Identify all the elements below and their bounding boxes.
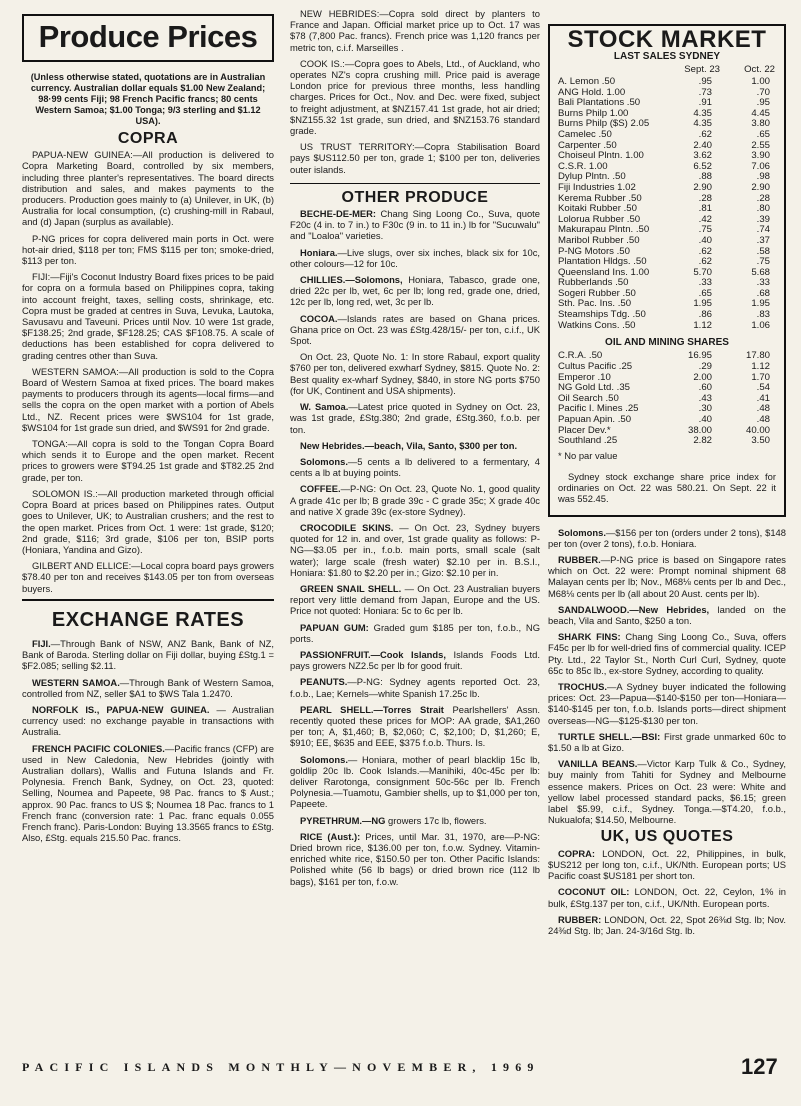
table-row <box>558 98 776 109</box>
table-row <box>558 130 776 141</box>
produce-item: PYRETHRUM.—NG growers 17c lb, flowers. <box>300 814 487 826</box>
produce-item: Solomons.—5 cents a lb delivered to a fermentary, 4 cents a lb at buying points. <box>290 455 540 479</box>
item-lead: PEARL SHELL.—Torres Strait <box>300 703 444 715</box>
item-lead: Honiara. <box>300 246 338 258</box>
oct-price: 7.06 <box>751 160 770 172</box>
stock-name: Rubberlands .50 <box>558 278 629 289</box>
oct-price: 1.06 <box>751 319 770 331</box>
sept-price: 3.62 <box>693 150 712 162</box>
stock-name: Bali Plantations .50 <box>558 98 641 109</box>
oct-price: 1.12 <box>751 361 770 373</box>
table-row <box>558 204 776 215</box>
copra-continued <box>290 8 540 175</box>
stock-name: Lolorua Rubber .50 <box>558 214 641 225</box>
table-row <box>558 394 776 405</box>
item-lead: FRENCH PACIFIC COLONIES. <box>32 742 165 754</box>
oct-price: .48 <box>756 414 770 426</box>
oct-price: .80 <box>756 203 770 215</box>
oct-price: 5.68 <box>751 266 770 278</box>
oct-price: .41 <box>756 392 770 404</box>
item-lead: CHILLIES.—Solomons, <box>300 274 403 286</box>
oct-price: 4.45 <box>751 107 770 119</box>
stock-name: Burns Philp 1.00 <box>558 108 629 119</box>
stock-name: Sth. Pac. Ins. .50 <box>558 299 632 310</box>
oct-price: 3.50 <box>751 435 770 447</box>
quote-item: RUBBER: LONDON, Oct. 22, Spot 26⅜d Stg. lb; Nov. 24⅜d Stg. lb; Jan. 24-3/16d Stg. lb. <box>548 913 786 936</box>
item-lead: RUBBER. <box>558 554 601 566</box>
table-row <box>558 268 776 279</box>
produce-item: Solomons.—$156 per ton (orders under 2 tons), $148 per ton (over 2 tons), f.o.b. Honiara. <box>548 526 786 549</box>
produce-item: On Oct. 23, Quote No. 1: In store Rabaul, export quality $760 per ton, delivered exwharf Sydney, $815. Quote No. 2: Best quality ex-wharf Sydney, $840, in store NG ports $750 (for UK, Continent and USA shipments). <box>290 351 540 396</box>
oct-price: .65 <box>756 128 770 140</box>
oct-price: .39 <box>756 213 770 225</box>
sept-price: .86 <box>698 309 712 321</box>
stock-name: Watkins Cons. .50 <box>558 320 636 331</box>
table-row <box>558 236 776 247</box>
stock-name: Papuan Apin. .50 <box>558 415 632 426</box>
stock-market-box <box>548 24 786 517</box>
table-row <box>558 321 776 332</box>
oil-table <box>558 351 776 446</box>
exchange-rates-section <box>22 599 274 844</box>
sept-price: .40 <box>698 234 712 246</box>
item-lead: BECHE-DE-MER: <box>300 208 377 220</box>
item-lead: PEANUTS. <box>300 676 348 688</box>
stock-name: Steamships Tdg. .50 <box>558 310 646 321</box>
share-price-index: Sydney stock exchange share price index for ordinaries on Oct. 22 was 580.21. On Sept. 22 it was 552.45. <box>558 471 776 505</box>
stock-name: Kerema Rubber .50 <box>558 193 642 204</box>
oct-price: .58 <box>756 245 770 257</box>
table-row <box>558 289 776 300</box>
copra-paragraph: TONGA:—All copra is sold to the Tongan Copra Board which sends it to Europe and the open market. Recent prices to growers were $T94.25 1st grade and $T82.25 2nd grade, per ton. <box>22 438 274 483</box>
stock-name: P-NG Motors .50 <box>558 246 630 257</box>
sept-price: .75 <box>698 224 712 236</box>
table-row <box>558 194 776 205</box>
stock-market-subtitle: LAST SALES SYDNEY <box>613 51 721 63</box>
oct-price: 17.80 <box>745 350 770 362</box>
sept-price: 38.00 <box>687 424 712 436</box>
item-lead: COPRA: <box>558 847 595 859</box>
stock-name: NG Gold Ltd. .35 <box>558 383 630 394</box>
item-lead: TROCHUS. <box>558 681 607 693</box>
col-sept-header: Sept. 23 <box>684 64 720 76</box>
oct-price: .95 <box>756 97 770 109</box>
table-row <box>558 172 776 183</box>
sept-price: 4.35 <box>693 107 712 119</box>
oct-price: .75 <box>756 256 770 268</box>
copra-paragraph: GILBERT AND ELLICE:—Local copra board pays growers $78.40 per ton and receives $143.05 per ton from overseas buyers. <box>22 560 274 594</box>
item-lead: New Hebrides.—beach, Vila, Santo, $300 per ton. <box>300 439 518 451</box>
sept-price: .29 <box>698 361 712 373</box>
table-row <box>558 373 776 384</box>
produce-prices-title: Produce Prices <box>22 14 274 62</box>
sept-price: 2.40 <box>693 139 712 151</box>
item-lead: PYRETHRUM.—NG <box>300 814 386 826</box>
oct-price: .28 <box>756 192 770 204</box>
produce-item: PASSIONFRUIT.—Cook Islands, Islands Foods Ltd. pays growers NZ2.5c per lb for good fruit. <box>290 648 540 672</box>
item-lead: SHARK FINS: <box>558 631 621 643</box>
stock-name: A. Lemon .50 <box>558 77 616 87</box>
uk-us-quotes-section <box>548 848 786 936</box>
stock-market-title: STOCK MARKET <box>567 26 767 53</box>
table-row <box>558 310 776 321</box>
table-row <box>558 436 776 447</box>
sept-price: .65 <box>698 287 712 299</box>
stock-name: Oil Search .50 <box>558 393 619 404</box>
exchange-item: FRENCH PACIFIC COLONIES.—Pacific francs (CFP) are used in New Caledonia, New Hebrides (jointly with Australian dollars), Wallis and Futuna Islands and Fr. Polynesia. French Bank, Sydney, on Oct. 23, quoted: Selling, Noumea and Papeete, 98 Pac. francs to $ Aust.; approx. 90 Pac. francs to US $; Noumea 18 Pac. francs to 1 French franc (conversion rate: 1 Pac. franc equals 0.055 French franc). Paris-London: Buying 13.3565 francs to £Stg. Also, £Stg. equals 215.50 Pac. francs. <box>22 742 275 844</box>
other-produce-continued <box>548 527 786 826</box>
sept-price: .81 <box>698 203 712 215</box>
exchange-item: NORFOLK IS., PAPUA-NEW GUINEA. — Australian currency used: no exchange payable in transactions with Australia. <box>22 703 274 738</box>
produce-item: TROCHUS.—A Sydney buyer indicated the following prices: Oct. 23—Papua—$140-$150 per ton—Honiara—$140-$145 per ton, f.o.b. Islands ports—direct shipment overseas—NG—$125-$130 per ton. <box>548 681 786 726</box>
stock-name: Carpenter .50 <box>558 140 617 151</box>
copra-paragraph: COOK IS.:—Copra goes to Abels, Ltd., of Auckland, who operates NZ's copra crushing mill. Price paid is average London price for previous three months, less handling charges. Prices for Oct., Nov. and Dec. were fixed, subject to freight adjustment, at $NZ157.41 1st grade, hot air dried; $NZ155.32 1st grade, sun dried, and $NZ153.76 standard grade. <box>290 57 540 137</box>
stock-name: Pacific I. Mines .25 <box>558 404 639 415</box>
table-row <box>558 183 776 194</box>
item-lead: RUBBER: <box>558 913 602 925</box>
oct-price: .74 <box>756 224 770 236</box>
item-lead: SANDALWOOD.—New Hebrides, <box>558 603 710 615</box>
item-lead: CROCODILE SKINS. <box>300 521 394 533</box>
produce-item <box>290 440 540 451</box>
page-footer: PACIFIC ISLANDS MONTHLY—NOVEMBER, 1969 <box>22 1060 540 1074</box>
sept-price: 1.12 <box>693 319 712 331</box>
item-lead: COCONUT OIL: <box>558 886 630 898</box>
stock-name: Fiji Industries 1.02 <box>558 182 636 193</box>
section-divider <box>290 183 540 184</box>
oct-price: .83 <box>756 309 770 321</box>
exchange-items <box>22 638 274 843</box>
uk-us-quotes-heading: UK, US QUOTES <box>600 828 734 846</box>
produce-item: GREEN SNAIL SHELL. — On Oct. 23 Australian buyers report very little demand from Japan, Europe and the US. Price not quoted: Honiara: 5c to 6c per lb. <box>290 582 541 617</box>
stock-table <box>558 64 776 331</box>
sept-price: .40 <box>698 414 712 426</box>
oct-price: .48 <box>756 403 770 415</box>
produce-item: RICE (Aust.): Prices, until Mar. 31, 1970, are—P-NG: Dried brown rice, $136.00 per ton, f.o.w. Sydney. Vitamin-enriched white rice, $150.50 per ton. Other Pacific Islands: Polished white (56 lb bags) or dried brown rice (112 lb bags), $161 per ton, f.o.w. <box>290 830 541 887</box>
col-oct-header: Oct. 22 <box>744 64 775 76</box>
table-row <box>558 109 776 120</box>
sept-price: .43 <box>698 392 712 404</box>
table-row <box>558 141 776 152</box>
table-row <box>558 362 776 373</box>
table-row <box>558 77 776 88</box>
page-number: 127 <box>741 1054 778 1079</box>
sept-price: .42 <box>698 213 712 225</box>
table-row <box>558 225 776 236</box>
other-produce-heading: OTHER PRODUCE <box>341 188 489 206</box>
sept-price: .88 <box>698 171 712 183</box>
stock-name-header <box>558 64 664 77</box>
oct-price: 2.90 <box>751 181 770 193</box>
oct-price: .70 <box>756 86 770 98</box>
table-row <box>558 299 776 310</box>
item-lead: TURTLE SHELL.—BSI: <box>558 730 661 742</box>
sept-price: .62 <box>698 245 712 257</box>
sept-price: .60 <box>698 382 712 394</box>
table-row <box>558 247 776 258</box>
sept-price: .28 <box>698 192 712 204</box>
currency-note: (Unless otherwise stated, quotations are in Australian currency. Australian dollar equals $1.00 New Zealand; 98·99 cents Fiji; 98 French Pacific francs; 80 cents Western Samoa; $1.00 Tonga; 9/3 sterling and $1.12 USA). <box>30 72 266 126</box>
produce-item: COCOA.—Islands rates are based on Ghana prices. Ghana price on Oct. 23 was £Stg.428/15/- per ton, c.i.f., UK Spot. <box>290 312 540 347</box>
stock-name: Emperor .10 <box>558 372 611 383</box>
oct-price: .54 <box>756 382 770 394</box>
sept-price: 6.52 <box>693 160 712 172</box>
quote-item: COPRA: LONDON, Oct. 22, Philippines, in bulk, $US212 per long ton, c.i.f., UK/Nth. European ports; US Pacific coast $US181 per short ton. <box>548 847 786 882</box>
oct-price: 1.00 <box>751 76 770 87</box>
produce-item: SANDALWOOD.—New Hebrides, landed on the beach, Vila and Santo, $250 a ton. <box>548 603 786 627</box>
item-lead: COCOA. <box>300 312 338 324</box>
copra-paragraph: WESTERN SAMOA:—All production is sold to the Copra Board of Western Samoa at fixed prices. The board makes payments to producers through its agents—local firms—and sells the copra on the open market with a portion of Abels Ltd., NZ. Recent prices were $WS104 for 1st grade, $WS104 for 1st grade sun dried, and $WS91 for 2nd grade. <box>22 365 274 433</box>
produce-item: Solomons.— Honiara, mother of pearl blacklip 15c lb, goldlip 20c lb. Cook Islands.—Manihiki, 40c-45c per lb: deliver Rarotonga, consignment 50c-56c per lb. French Polynesia.—Tuamotu, Gambier shells, up to $1,000 per ton, Papeete. <box>290 753 540 810</box>
table-row <box>558 351 776 362</box>
produce-item: CROCODILE SKINS. — On Oct. 23, Sydney buyers quoted for 12 in. and over, 1st grade quality as follows: P-NG—$3.05 per in., f.o.b. main ports, small scale (salt water); large scale (fresh water) $2.10 per in. B.S.I., Honiara: $1.80 to $2.20 per in.; Gizo: $2.10 per in. <box>290 521 540 578</box>
stock-name: Cultus Pacific .25 <box>558 362 633 373</box>
stock-name: Koitaki Rubber .50 <box>558 204 637 215</box>
oct-price: .98 <box>756 171 770 183</box>
sept-price: .73 <box>698 86 712 98</box>
sept-price: 5.70 <box>693 266 712 278</box>
copra-paragraph: NEW HEBRIDES:—Copra sold direct by planters to France and Japan. Official market price up to Oct. 17 was $78 (7,800 Pac. francs). French price was 1,120 francs per metric ton, c.i.f. Marseilles . <box>290 8 540 53</box>
table-row <box>558 278 776 289</box>
item-lead: W. Samoa. <box>300 401 349 413</box>
copra-section <box>22 149 274 594</box>
stock-name: C.R.A. .50 <box>558 351 603 362</box>
other-produce-section <box>290 208 540 887</box>
stock-name: Sogeri Rubber .50 <box>558 288 636 299</box>
stock-name: Maribol Rubber .50 <box>558 235 640 246</box>
exchange-rates-heading: EXCHANGE RATES <box>51 608 245 631</box>
produce-item: COFFEE.—P-NG: On Oct. 23, Quote No. 1, good quality A grade 41c per lb; B grade 39c - C grade 35c; X grade 40c and native X grade 39c (ex-store Sydney). <box>290 483 540 517</box>
table-row <box>558 119 776 130</box>
table-row <box>558 215 776 226</box>
sept-price: .33 <box>698 277 712 289</box>
stock-name: Burns Philp ($S) 2.05 <box>558 119 650 130</box>
sept-price: 4.35 <box>693 118 712 130</box>
table-row <box>558 415 776 426</box>
produce-item: PEARL SHELL.—Torres Strait Pearlshellers' Assn. recently quoted these prices for MOP: AA grade, $A1,260 per ton; A, $1,460; B, $2,060; C, $2,100; D, $1,260; E, $910; EE, $635 and EEE, $375 f.o.b. Thurs. Is. <box>290 703 540 749</box>
sept-price: 2.82 <box>693 435 712 447</box>
copra-paragraph: SOLOMON IS.:—All production marketed through official Copra Board at prices based on Philippines rates. Output goes to Unilever, UK; to Australian crushers; and the rest to the open market. Prices from Oct. 1 were: 1st grade, $120; 2nd grade, $116; 3rd grade, $106 per ton, BSIP ports (Honiara, Yandina and Gizo). <box>22 487 274 555</box>
exchange-item: WESTERN SAMOA.—Through Bank of Western Samoa, controlled from NZ, seller $A1 to $WS Tala 1.2470. <box>22 676 274 699</box>
produce-item: Honiara.—Live slugs, over six inches, black six for 10c, other colours—12 for 10c. <box>290 246 540 269</box>
oct-price: 2.55 <box>751 139 770 151</box>
item-lead: Solomons. <box>558 526 606 538</box>
produce-item: VANILLA BEANS.—Victor Karp Tulk & Co., Sydney, buy mainly from Tahiti for Sydney and Melbourne essence makers. Prices on Oct. 23 were: White and yellow label processed standard packs, $6.15; green label $5.99, c.i.f., Sydney. Tonga.—$T4.20, f.o.b., Nukualofa; $14.50, Melbourne. <box>548 758 786 826</box>
column-left <box>22 8 274 848</box>
table-row <box>558 426 776 437</box>
quote-item: COCONUT OIL: LONDON, Oct. 22, Ceylon, 1% in bulk, £Stg.137 per ton, c.i.f., UK/Nth. European ports. <box>548 886 786 909</box>
table-row <box>558 162 776 173</box>
produce-item: BECHE-DE-MER: Chang Sing Loong Co., Suva, quote F20c (4 in. to 7 in.) to F30c (9 in. to 11 in.) lb for "Sucuwalu" and "Loaloa" varieties. <box>290 208 540 242</box>
oct-price: .33 <box>756 277 770 289</box>
oct-price: 40.00 <box>745 424 770 436</box>
copra-heading: COPRA <box>117 130 179 147</box>
column-right <box>548 8 786 941</box>
copra-paragraph: FIJI:—Fiji's Coconut Industry Board fixes prices to be paid for copra on a formula based on Philippines copra, taking into account freight, taxes, selling costs, shrinkage, etc. Copra must be graded at centres in Suva, Levuka, Lautoka, Savusavu and Taveuni. Prices until Nov. 10 were 1st grade, $F138.25; 2nd grade, $F128.25; CAS $F108.75. A scale of deductions has been established for copra delivered to grading centres other than Suva. <box>22 271 274 361</box>
sept-price: .95 <box>698 76 712 87</box>
table-row <box>558 257 776 268</box>
item-lead: RICE (Aust.): <box>300 830 361 842</box>
item-lead: WESTERN SAMOA. <box>32 676 120 688</box>
stock-name: Queensland Ins. 1.00 <box>558 267 650 278</box>
item-lead: PAPUAN GUM: <box>300 621 369 633</box>
item-lead: VANILLA BEANS. <box>558 758 638 770</box>
exchange-item: FIJI.—Through Bank of NSW, ANZ Bank, Bank of NZ, Bank of Baroda. Sterling dollar on Fiji dollar, buying £Stg.1 = $F2.085; selling $2.11. <box>22 637 274 672</box>
item-lead: Solomons. <box>300 455 348 467</box>
sept-price: 1.95 <box>693 298 712 310</box>
oct-price: 1.70 <box>751 371 770 383</box>
produce-item: PAPUAN GUM: Graded gum $185 per ton, f.o.b., NG ports. <box>290 621 540 644</box>
stock-name: ANG Hold. 1.00 <box>558 87 626 98</box>
oct-price: .37 <box>756 234 770 246</box>
stock-name: C.S.R. 1.00 <box>558 161 608 172</box>
item-lead: COFFEE. <box>300 483 341 495</box>
produce-item: CHILLIES.—Solomons, Honiara, Tabasco, grade one, dried 22c per lb, wet, 6c per lb; long red, grade one, dried, 12c per lb, long red, wet, 3c per lb. <box>290 274 540 308</box>
sept-price: .30 <box>698 403 712 415</box>
oil-mining-heading: OIL AND MINING SHARES <box>605 337 729 349</box>
stock-name: Placer Dev.* <box>558 425 611 436</box>
column-middle <box>290 8 540 892</box>
item-lead: PASSIONFRUIT.—Cook Islands, <box>300 648 446 660</box>
produce-item: TURTLE SHELL.—BSI: First grade unmarked 60c to $1.50 a lb at Gizo. <box>548 730 786 754</box>
stock-name: Southland .25 <box>558 436 618 447</box>
produce-item: RUBBER.—P-NG price is based on Singapore rates which on Oct. 22 were: Prompt nominal shipment 68 Malayan cents per lb; Nov., M68⅛ cents per lb and Dec., M68⅛ cents per lb (all about 20 Aust. cents per lb). <box>548 554 786 599</box>
produce-item: SHARK FINS: Chang Sing Loong Co., Suva, offers F45c per lb for well-dried fins of commercial quality. ICEP Pty. Ltd., 22 Taylor St., North Curl Curl, Sydney, quote 65c to 85c lb., ex-store Sydney, according to quality. <box>548 631 787 676</box>
oct-price: 3.80 <box>751 118 770 130</box>
oct-price: 3.90 <box>751 150 770 162</box>
copra-paragraph: P-NG prices for copra delivered main ports in Oct. were hot-air dried, $118 per ton; FMS $115 per ton; smoke-dried, $113 per ton. <box>22 232 274 267</box>
sept-price: 2.00 <box>693 371 712 383</box>
table-row <box>558 88 776 99</box>
table-row <box>558 404 776 415</box>
copra-paragraph: US TRUST TERRITORY:—Copra Stabilisation Board pays $US112.50 per ton, grade 1; $100 per ton, deliveries outer islands. <box>290 141 540 175</box>
produce-item: PEANUTS.—P-NG: Sydney agents reported Oct. 23, f.o.b., Lae; Kernels—white Spanish 17.25c lb. <box>290 676 540 699</box>
item-lead: GREEN SNAIL SHELL. <box>300 582 402 594</box>
oct-price: 1.95 <box>751 298 770 310</box>
sept-price: .62 <box>698 256 712 268</box>
sept-price: .62 <box>698 128 712 140</box>
copra-paragraph: PAPUA-NEW GUINEA:—All production is delivered to Copra Marketing Board, controlled by six members, including three planter's representatives. The board directs distribution and sales, and makes payments to the producers. Production goes mainly to (a) Unilever, in UK, (b) Australia for local consumption, (c) crushing-mill in Rabaul, and (d) Japan (surplus as available). <box>22 149 274 228</box>
table-row <box>558 151 776 162</box>
stock-name: Plantation Hldgs. .50 <box>558 257 647 268</box>
stock-name: Choiseul Plntn. 1.00 <box>558 151 644 162</box>
table-row <box>558 383 776 394</box>
stock-name: Camelec .50 <box>558 129 612 140</box>
sept-price: 2.90 <box>693 181 712 193</box>
item-lead: Solomons. <box>300 753 348 765</box>
produce-item: W. Samoa.—Latest price quoted in Sydney on Oct. 23, was 1st grade, £Stg.380; 2nd grade, £Stg.360, f.o.b. per ton. <box>290 401 540 435</box>
item-lead: NORFOLK IS., PAPUA-NEW GUINEA. <box>32 703 210 715</box>
sept-price: .91 <box>698 97 712 109</box>
no-par-footnote: * No par value <box>558 449 618 461</box>
oct-price: .68 <box>756 287 770 299</box>
sept-price: 16.95 <box>687 350 712 362</box>
stock-name: Makurapau Plntn. .50 <box>558 225 650 236</box>
stock-name: Dylup Plntn. .50 <box>558 172 626 183</box>
item-lead: FIJI. <box>32 637 51 649</box>
